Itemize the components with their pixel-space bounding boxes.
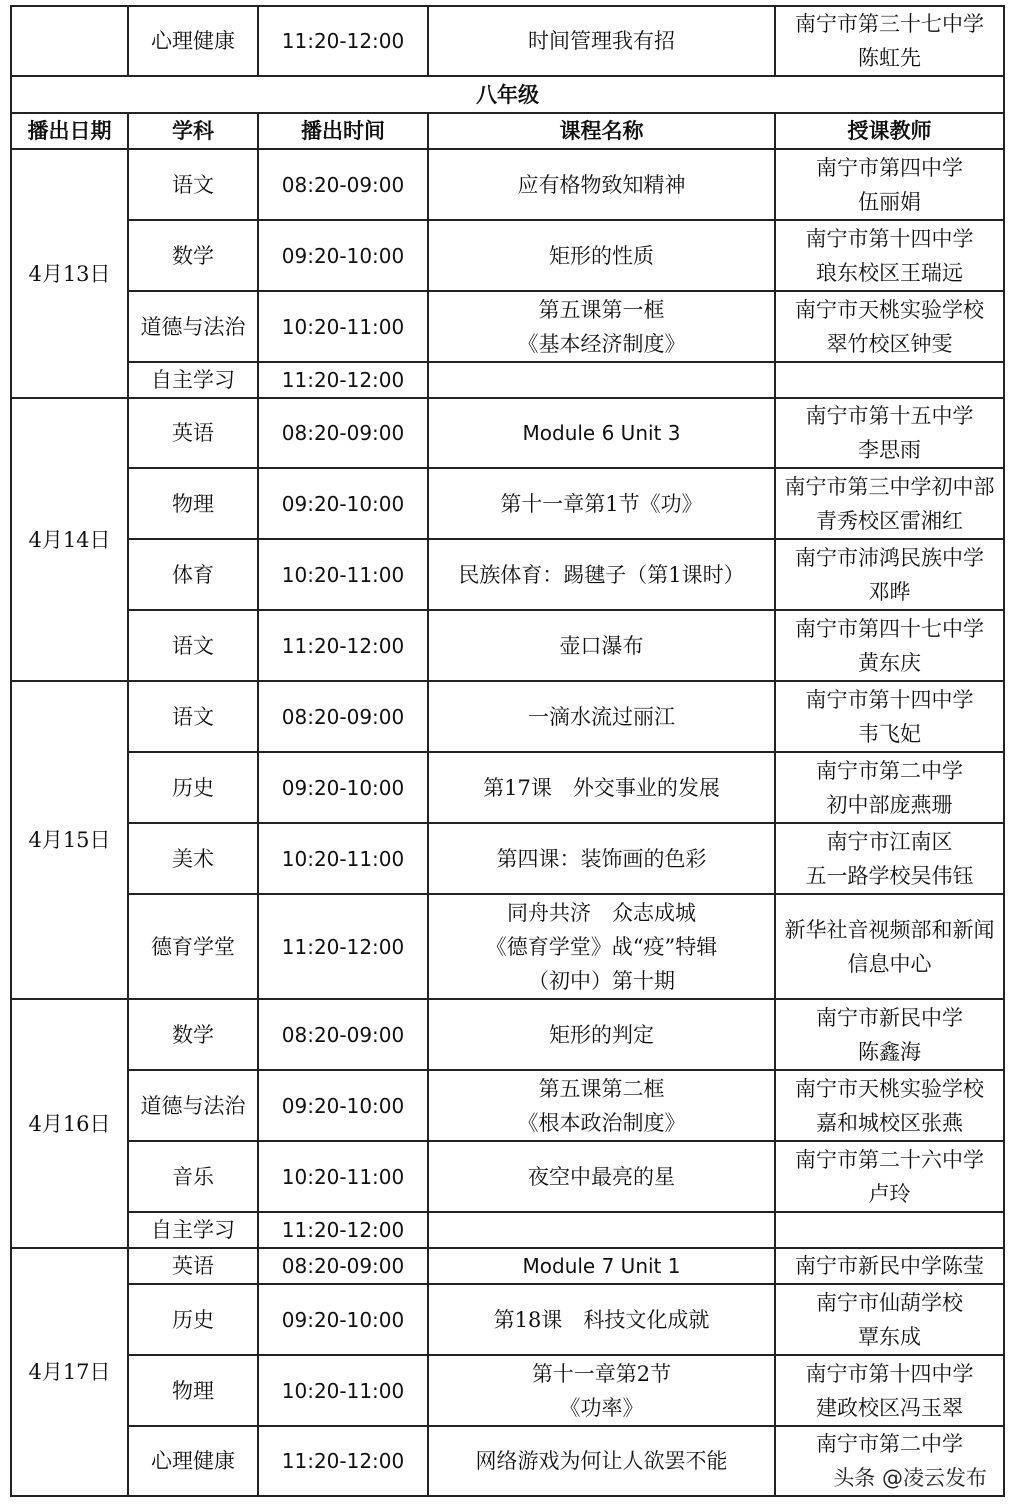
- teacher-cell: [775, 1426, 1004, 1496]
- subject-cell: 语文: [128, 149, 258, 220]
- teacher-cell: 南宁市新民中学 陈鑫海: [775, 999, 1004, 1070]
- course-cell: 一滴水流过丽江: [428, 681, 775, 752]
- course-cell: 夜空中最亮的星: [428, 1141, 775, 1212]
- subject-cell: 道德与法治: [128, 1070, 258, 1141]
- subject-cell: 英语: [128, 1248, 258, 1284]
- column-header: 播出日期: [11, 113, 128, 149]
- teacher-text: 南宁市第二中学: [816, 1432, 963, 1456]
- date-cell: 4月16日: [11, 999, 128, 1248]
- column-header: 播出时间: [258, 113, 428, 149]
- watermark: 头条 @凌云发布: [833, 1466, 987, 1490]
- column-header: 学科: [128, 113, 258, 149]
- table-row: [11, 149, 1004, 220]
- course-cell: 矩形的判定: [428, 999, 775, 1070]
- subject-cell: 自主学习: [128, 362, 258, 398]
- course-cell: 时间管理我有招: [428, 6, 775, 76]
- course-cell: 应有格物致知精神: [428, 149, 775, 220]
- teacher-cell: 南宁市沛鸿民族中学 邓晔: [775, 539, 1004, 610]
- time-cell: 10:20-11:00: [258, 539, 428, 610]
- subject-cell: 物理: [128, 1355, 258, 1426]
- table-row: [11, 752, 1004, 823]
- date-cell: [11, 6, 128, 76]
- teacher-cell: 南宁市第十四中学 建政校区冯玉翠: [775, 1355, 1004, 1426]
- teacher-cell: 新华社音视频部和新闻 信息中心: [775, 894, 1004, 999]
- teacher-cell: 南宁市第四中学 伍丽娟: [775, 149, 1004, 220]
- teacher-cell: 南宁市第三十七中学 陈虹先: [775, 6, 1004, 76]
- course-cell: 第18课 科技文化成就: [428, 1284, 775, 1355]
- table-row: [11, 468, 1004, 539]
- schedule-table: [10, 5, 1005, 1497]
- time-cell: 08:20-09:00: [258, 1248, 428, 1284]
- table-row: [11, 1284, 1004, 1355]
- teacher-cell: 南宁市天桃实验学校 翠竹校区钟雯: [775, 291, 1004, 362]
- time-cell: 09:20-10:00: [258, 1070, 428, 1141]
- table-row: [11, 610, 1004, 681]
- time-cell: 11:20-12:00: [258, 362, 428, 398]
- time-cell: 08:20-09:00: [258, 398, 428, 468]
- header-row: [11, 113, 1004, 149]
- time-cell: 08:20-09:00: [258, 149, 428, 220]
- table-row: [11, 291, 1004, 362]
- course-cell: 壶口瀑布: [428, 610, 775, 681]
- table-row: [11, 1355, 1004, 1426]
- course-cell: [428, 362, 775, 398]
- date-cell: 4月14日: [11, 398, 128, 681]
- course-cell: [428, 1212, 775, 1248]
- time-cell: 10:20-11:00: [258, 823, 428, 894]
- time-cell: 11:20-12:00: [258, 894, 428, 999]
- time-cell: 11:20-12:00: [258, 6, 428, 76]
- teacher-cell: 南宁市第十五中学 李思雨: [775, 398, 1004, 468]
- column-header: 课程名称: [428, 113, 775, 149]
- teacher-cell: 南宁市第四十七中学 黄东庆: [775, 610, 1004, 681]
- subject-cell: 语文: [128, 610, 258, 681]
- course-cell: 第四课：装饰画的色彩: [428, 823, 775, 894]
- time-cell: 09:20-10:00: [258, 468, 428, 539]
- table-row: [11, 539, 1004, 610]
- table-row: [11, 894, 1004, 999]
- subject-cell: 音乐: [128, 1141, 258, 1212]
- course-cell: Module 7 Unit 1: [428, 1248, 775, 1284]
- teacher-cell: 南宁市江南区 五一路学校吴伟钰: [775, 823, 1004, 894]
- table-row: [11, 1141, 1004, 1212]
- grade-title: 八年级: [11, 76, 1004, 113]
- subject-cell: 历史: [128, 1284, 258, 1355]
- date-cell: 4月15日: [11, 681, 128, 999]
- course-cell: 第五课第二框 《根本政治制度》: [428, 1070, 775, 1141]
- date-cell: 4月13日: [11, 149, 128, 398]
- teacher-cell: 南宁市第二中学 初中部庞燕珊: [775, 752, 1004, 823]
- course-cell: 第十一章第2节 《功率》: [428, 1355, 775, 1426]
- subject-cell: 体育: [128, 539, 258, 610]
- subject-cell: 语文: [128, 681, 258, 752]
- time-cell: 11:20-12:00: [258, 610, 428, 681]
- teacher-cell: [775, 362, 1004, 398]
- course-cell: 第十一章第1节《功》: [428, 468, 775, 539]
- subject-cell: 历史: [128, 752, 258, 823]
- time-cell: 09:20-10:00: [258, 1284, 428, 1355]
- table-row: [11, 681, 1004, 752]
- course-cell: 矩形的性质: [428, 220, 775, 291]
- subject-cell: 数学: [128, 999, 258, 1070]
- table-row: [11, 220, 1004, 291]
- subject-cell: 物理: [128, 468, 258, 539]
- teacher-cell: 南宁市第二十六中学 卢玲: [775, 1141, 1004, 1212]
- course-cell: 同舟共济 众志成城 《德育学堂》战“疫”特辑 （初中）第十期: [428, 894, 775, 999]
- time-cell: 10:20-11:00: [258, 291, 428, 362]
- teacher-cell: 南宁市仙葫学校 覃东成: [775, 1284, 1004, 1355]
- teacher-cell: [775, 1212, 1004, 1248]
- time-cell: 11:20-12:00: [258, 1212, 428, 1248]
- teacher-cell: 南宁市新民中学陈莹: [775, 1248, 1004, 1284]
- course-cell: 第五课第一框 《基本经济制度》: [428, 291, 775, 362]
- grade-row: [11, 76, 1004, 113]
- table-row: [11, 1212, 1004, 1248]
- course-cell: 民族体育：踢毽子（第1课时）: [428, 539, 775, 610]
- subject-cell: 心理健康: [128, 1426, 258, 1496]
- teacher-cell: 南宁市第十四中学 韦飞妃: [775, 681, 1004, 752]
- table-row: [11, 362, 1004, 398]
- time-cell: 08:20-09:00: [258, 999, 428, 1070]
- subject-cell: 道德与法治: [128, 291, 258, 362]
- subject-cell: 自主学习: [128, 1212, 258, 1248]
- column-header: 授课教师: [775, 113, 1004, 149]
- subject-cell: 英语: [128, 398, 258, 468]
- time-cell: 09:20-10:00: [258, 220, 428, 291]
- teacher-cell: 南宁市第十四中学 琅东校区王瑞远: [775, 220, 1004, 291]
- time-cell: 09:20-10:00: [258, 752, 428, 823]
- time-cell: 10:20-11:00: [258, 1355, 428, 1426]
- table-row: [11, 999, 1004, 1070]
- table-row: [11, 1426, 1004, 1496]
- date-cell: 4月17日: [11, 1248, 128, 1496]
- time-cell: 08:20-09:00: [258, 681, 428, 752]
- subject-cell: 心理健康: [128, 6, 258, 76]
- course-cell: Module 6 Unit 3: [428, 398, 775, 468]
- subject-cell: 数学: [128, 220, 258, 291]
- table-row: [11, 1070, 1004, 1141]
- table-row: [11, 6, 1004, 76]
- table-row: [11, 823, 1004, 894]
- subject-cell: 德育学堂: [128, 894, 258, 999]
- teacher-cell: 南宁市天桃实验学校 嘉和城校区张燕: [775, 1070, 1004, 1141]
- subject-cell: 美术: [128, 823, 258, 894]
- table-row: [11, 1248, 1004, 1284]
- course-cell: 第17课 外交事业的发展: [428, 752, 775, 823]
- course-cell: 网络游戏为何让人欲罢不能: [428, 1426, 775, 1496]
- time-cell: 10:20-11:00: [258, 1141, 428, 1212]
- time-cell: 11:20-12:00: [258, 1426, 428, 1496]
- table-row: [11, 398, 1004, 468]
- teacher-cell: 南宁市第三中学初中部 青秀校区雷湘红: [775, 468, 1004, 539]
